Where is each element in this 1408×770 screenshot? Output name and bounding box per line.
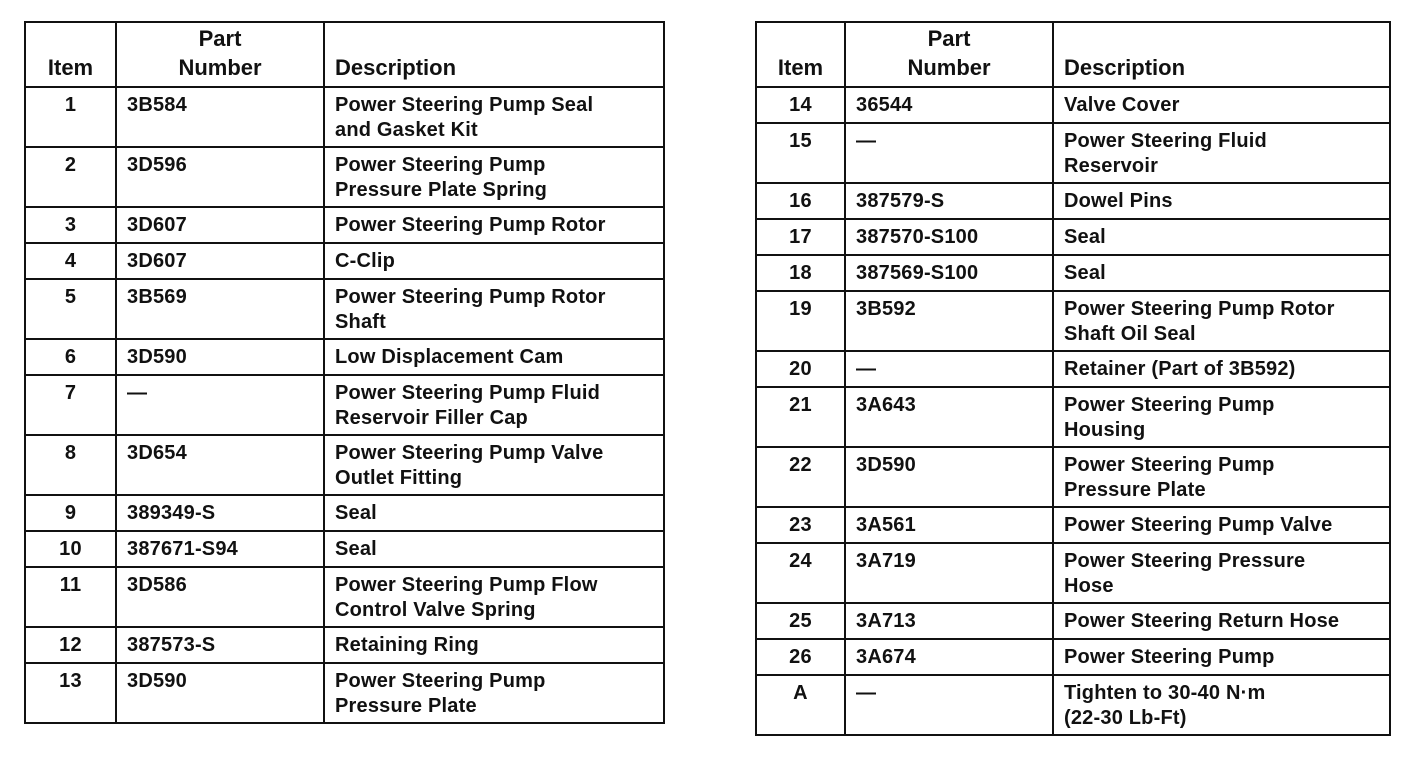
cell-item: 14 — [756, 87, 845, 123]
description-line: Tighten to 30-40 N·m — [1064, 682, 1266, 704]
description-line: and Gasket Kit — [335, 119, 478, 141]
cell-part-number: 3D586 — [116, 567, 324, 627]
cell-item: 25 — [756, 603, 845, 639]
description-line: Power Steering Pump — [1064, 646, 1275, 668]
description-line: Retainer (Part of 3B592) — [1064, 358, 1296, 380]
cell-part-number: 3A561 — [845, 507, 1053, 543]
description-line: Reservoir Filler Cap — [335, 407, 528, 429]
table-row — [756, 675, 1390, 735]
cell-description — [1053, 639, 1390, 675]
table-row — [25, 375, 664, 435]
cell-part-number: 3B584 — [116, 87, 324, 147]
cell-item: 23 — [756, 507, 845, 543]
cell-part-number: 3D654 — [116, 435, 324, 495]
table-row — [756, 447, 1390, 507]
cell-item: 6 — [25, 339, 116, 375]
table-row — [756, 123, 1390, 183]
cell-description — [324, 435, 664, 495]
description-line: Seal — [335, 538, 377, 560]
cell-description — [324, 663, 664, 723]
table-row — [25, 435, 664, 495]
table-row — [756, 603, 1390, 639]
description-line: Valve Cover — [1064, 94, 1180, 116]
table-row — [25, 339, 664, 375]
cell-part-number: 3D607 — [116, 207, 324, 243]
cell-part-number: 3D596 — [116, 147, 324, 207]
description-line: Housing — [1064, 419, 1146, 441]
cell-part-number: 387573-S — [116, 627, 324, 663]
cell-item: 11 — [25, 567, 116, 627]
description-line: Hose — [1064, 575, 1114, 597]
cell-description — [324, 495, 664, 531]
cell-description — [324, 627, 664, 663]
description-line: Low Displacement Cam — [335, 346, 564, 368]
description-line: Pressure Plate Spring — [335, 179, 548, 201]
description-line: Pressure Plate — [335, 695, 477, 717]
description-line: Power Steering Pump — [335, 670, 546, 692]
cell-item: 18 — [756, 255, 845, 291]
cell-description — [324, 87, 664, 147]
cell-description — [324, 567, 664, 627]
description-line: Power Steering Pump Fluid — [335, 382, 601, 404]
table-row — [756, 87, 1390, 123]
table-body — [25, 87, 664, 723]
description-line: Shaft — [335, 311, 386, 333]
table-row — [25, 567, 664, 627]
cell-description — [324, 339, 664, 375]
cell-item: 9 — [25, 495, 116, 531]
cell-part-number: — — [845, 123, 1053, 183]
description-line: Power Steering Pump — [335, 154, 546, 176]
description-line: Power Steering Pressure — [1064, 550, 1306, 572]
cell-item: 4 — [25, 243, 116, 279]
cell-part-number: 3A713 — [845, 603, 1053, 639]
description-line: Control Valve Spring — [335, 599, 536, 621]
cell-description — [1053, 351, 1390, 387]
cell-item: 10 — [25, 531, 116, 567]
description-line: Retaining Ring — [335, 634, 479, 656]
table-row — [756, 507, 1390, 543]
table-row — [756, 219, 1390, 255]
cell-item: 7 — [25, 375, 116, 435]
part-header-line2: Number — [178, 55, 262, 80]
part-header-line2: Number — [907, 55, 991, 80]
description-line: Power Steering Pump — [1064, 454, 1275, 476]
cell-part-number: 3D590 — [845, 447, 1053, 507]
cell-description — [1053, 507, 1390, 543]
cell-part-number: — — [116, 375, 324, 435]
description-line: Power Steering Pump Rotor — [1064, 298, 1335, 320]
description-line: Power Steering Fluid — [1064, 130, 1267, 152]
cell-description — [1053, 447, 1390, 507]
header-row — [25, 22, 664, 87]
table-body — [756, 87, 1390, 735]
cell-part-number: 3B592 — [845, 291, 1053, 351]
part-header-line1: Part — [927, 26, 971, 51]
cell-part-number: 3A674 — [845, 639, 1053, 675]
cell-description — [1053, 675, 1390, 735]
description-line: Power Steering Pump Rotor — [335, 214, 606, 236]
cell-part-number: 389349-S — [116, 495, 324, 531]
cell-item: 13 — [25, 663, 116, 723]
cell-part-number: 3D590 — [116, 339, 324, 375]
cell-part-number: 387570-S100 — [845, 219, 1053, 255]
cell-part-number: — — [845, 675, 1053, 735]
description-line: Seal — [1064, 262, 1106, 284]
cell-description — [324, 243, 664, 279]
description-line: Reservoir — [1064, 155, 1159, 177]
cell-part-number: 387569-S100 — [845, 255, 1053, 291]
column-header-description: Description — [324, 22, 664, 87]
description-line: Outlet Fitting — [335, 467, 463, 489]
description-line: C-Clip — [335, 250, 396, 272]
cell-item: 1 — [25, 87, 116, 147]
cell-part-number: 3B569 — [116, 279, 324, 339]
cell-description — [324, 147, 664, 207]
cell-item: 16 — [756, 183, 845, 219]
description-line: Power Steering Return Hose — [1064, 610, 1340, 632]
description-line: Pressure Plate — [1064, 479, 1206, 501]
cell-item: 24 — [756, 543, 845, 603]
cell-description — [324, 207, 664, 243]
header-row — [756, 22, 1390, 87]
table-row — [756, 291, 1390, 351]
description-line: (22-30 Lb-Ft) — [1064, 707, 1187, 729]
cell-description — [1053, 603, 1390, 639]
cell-description — [1053, 543, 1390, 603]
cell-item: 22 — [756, 447, 845, 507]
cell-part-number: 387579-S — [845, 183, 1053, 219]
description-line: Power Steering Pump Seal — [335, 94, 594, 116]
table-row — [25, 495, 664, 531]
cell-item: 15 — [756, 123, 845, 183]
table-row — [25, 87, 664, 147]
cell-item: 20 — [756, 351, 845, 387]
cell-part-number: 387671-S94 — [116, 531, 324, 567]
description-line: Shaft Oil Seal — [1064, 323, 1196, 345]
description-line: Power Steering Pump Rotor — [335, 286, 606, 308]
cell-part-number: 3D590 — [116, 663, 324, 723]
cell-item: 12 — [25, 627, 116, 663]
description-line: Seal — [1064, 226, 1106, 248]
description-line: Dowel Pins — [1064, 190, 1173, 212]
table-row — [756, 183, 1390, 219]
column-header-part-number — [116, 22, 324, 87]
table-row — [756, 351, 1390, 387]
cell-item: 19 — [756, 291, 845, 351]
cell-description — [1053, 219, 1390, 255]
cell-description — [1053, 123, 1390, 183]
table-row — [756, 387, 1390, 447]
cell-item: 5 — [25, 279, 116, 339]
table-row — [25, 663, 664, 723]
table-row — [25, 207, 664, 243]
cell-item: 21 — [756, 387, 845, 447]
table-row — [25, 147, 664, 207]
column-header-item: Item — [756, 22, 845, 87]
cell-description — [1053, 255, 1390, 291]
cell-part-number: 36544 — [845, 87, 1053, 123]
table-row — [756, 639, 1390, 675]
cell-item: 8 — [25, 435, 116, 495]
table-row — [756, 543, 1390, 603]
description-line: Power Steering Pump — [1064, 394, 1275, 416]
cell-description — [1053, 387, 1390, 447]
cell-item: A — [756, 675, 845, 735]
column-header-item: Item — [25, 22, 116, 87]
description-line: Power Steering Pump Valve — [335, 442, 604, 464]
part-header-line1: Part — [198, 26, 242, 51]
cell-item: 17 — [756, 219, 845, 255]
cell-description — [324, 531, 664, 567]
table-row — [25, 279, 664, 339]
cell-description — [1053, 183, 1390, 219]
cell-item: 3 — [25, 207, 116, 243]
cell-part-number: 3A719 — [845, 543, 1053, 603]
column-header-part-number — [845, 22, 1053, 87]
cell-item: 2 — [25, 147, 116, 207]
column-header-description: Description — [1053, 22, 1390, 87]
cell-description — [1053, 87, 1390, 123]
table-row — [25, 627, 664, 663]
parts-table-left — [24, 21, 665, 724]
parts-table-right — [755, 21, 1391, 736]
description-line: Power Steering Pump Flow — [335, 574, 598, 596]
cell-description — [324, 279, 664, 339]
table-row — [25, 531, 664, 567]
cell-description — [1053, 291, 1390, 351]
table-row — [25, 243, 664, 279]
cell-part-number: 3D607 — [116, 243, 324, 279]
description-line: Power Steering Pump Valve — [1064, 514, 1333, 536]
cell-part-number: 3A643 — [845, 387, 1053, 447]
description-line: Seal — [335, 502, 377, 524]
table-row — [756, 255, 1390, 291]
cell-item: 26 — [756, 639, 845, 675]
cell-part-number: — — [845, 351, 1053, 387]
cell-description — [324, 375, 664, 435]
